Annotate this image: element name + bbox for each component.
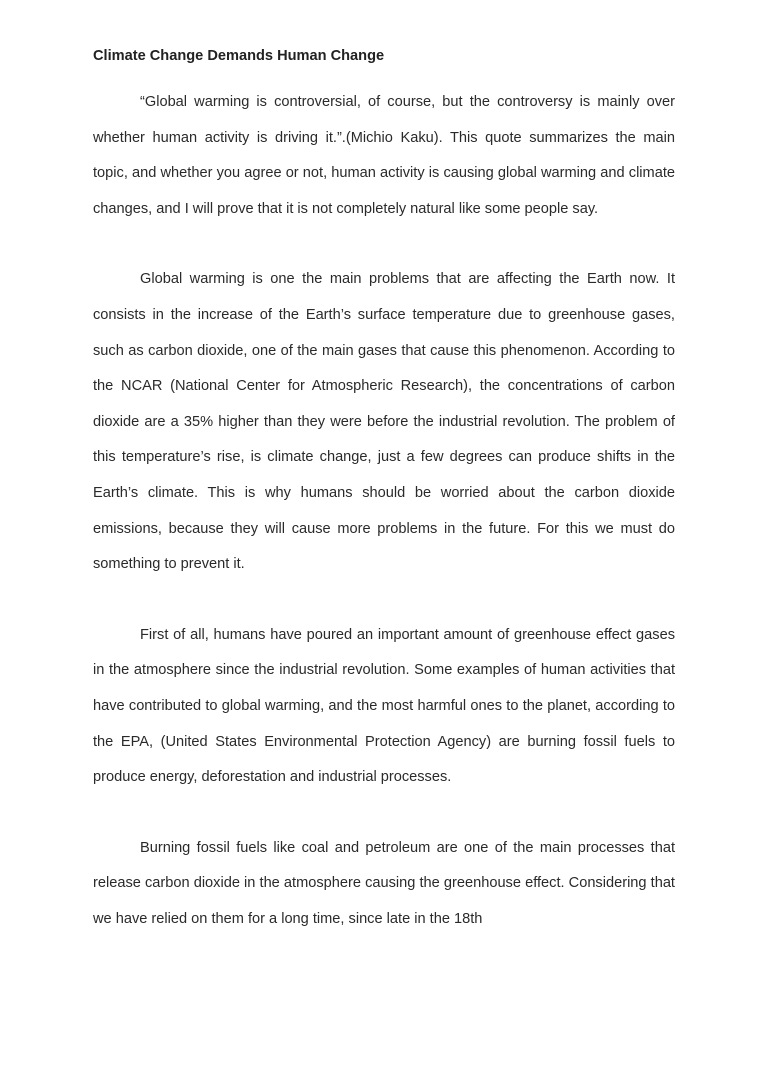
paragraph-human-activities: First of all, humans have poured an important amount of greenhouse effect gases in the atmosphere since the industrial revolution. Some examples of human activities that have contributed to global warming, and the most harmful ones to the planet, according to the EPA, (United States Environmental Protection Agency) are burning fossil fuels to produce energy, deforestation and industrial processes. [93,626,675,786]
document-body [93,44,675,937]
paragraph-intro: “Global warming is controversial, of course, but the controversy is mainly over whether human activity is driving it.”.(Michio Kaku). This quote summarizes the main topic, and whether you agree or not, human activity is causing global warming and climate changes, and I will prove that it is not completely natural like some people say. [93,94,675,217]
paragraph-global-warming: Global warming is one the main problems that are affecting the Earth now. It consists in the increase of the Earth’s surface temperature due to greenhouse gases, such as carbon dioxide, one of the main gases that cause this phenomenon. According to the NCAR (National Center for Atmospheric Research), the concentrations of carbon dioxide are a 35% higher than they were before the industrial revolution. The problem of this temperature’s rise, is climate change, just a few degrees can produce shifts in the Earth’s climate. This is why humans should be worried about the carbon dioxide emissions, because they will cause more problems in the future. For this we must do something to prevent it. [93,271,675,573]
document-title: Climate Change Demands Human Change [93,48,385,64]
paragraph-fossil-fuels: Burning fossil fuels like coal and petroleum are one of the main processes that release carbon dioxide in the atmosphere causing the greenhouse effect. Considering that we have relied on them for a long time, since late in the 18th [93,839,675,927]
